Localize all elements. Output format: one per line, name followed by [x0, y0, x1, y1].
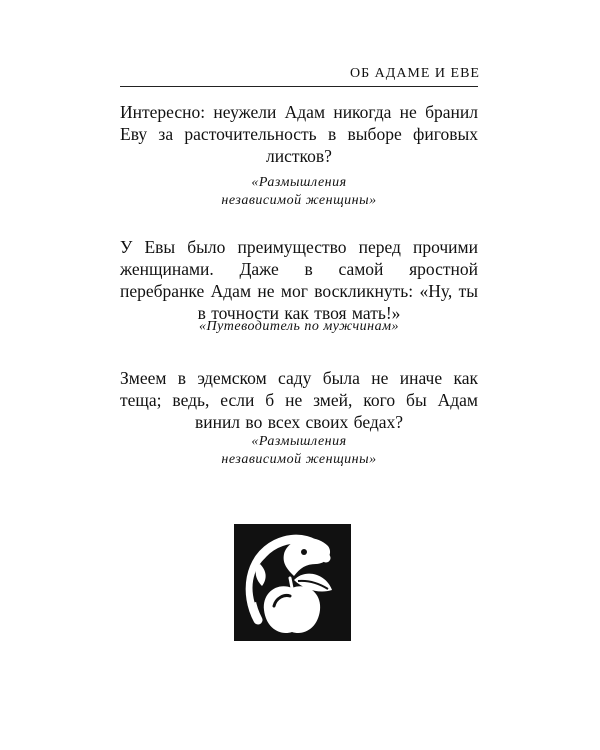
quote-1-source — [120, 174, 478, 210]
quote-2-source — [120, 318, 478, 336]
quote-3-source — [120, 433, 478, 469]
quote-3: Змеем в эдемском саду была не иначе как теща; ведь, если б не змей, кого бы Адам винил во всех своих бедах? — [120, 368, 478, 432]
quote-3-source-line-1: «Размышления — [251, 434, 347, 449]
header-rule — [120, 86, 478, 87]
quote-1: Интересно: неужели Адам никогда не бранил Еву за расточительность в выборе фиговых листков? — [120, 102, 478, 166]
quote-2-source-line-1: «Путеводитель по мужчинам» — [198, 319, 400, 334]
quote-2: У Евы было преимущество перед прочими женщинами. Даже в самой яростной перебранке Адам не мог воскликнуть: «Ну, ты в точности как твоя мать!» — [120, 237, 478, 323]
serpent-and-apple-icon — [234, 524, 351, 641]
quote-1-source-line-2: независимой женщины» — [221, 193, 377, 208]
quote-3-source-line-2: независимой женщины» — [221, 452, 377, 467]
quote-1-source-line-1: «Размышления — [251, 175, 347, 190]
running-head: ОБ АДАМЕ И ЕВЕ — [350, 66, 480, 81]
